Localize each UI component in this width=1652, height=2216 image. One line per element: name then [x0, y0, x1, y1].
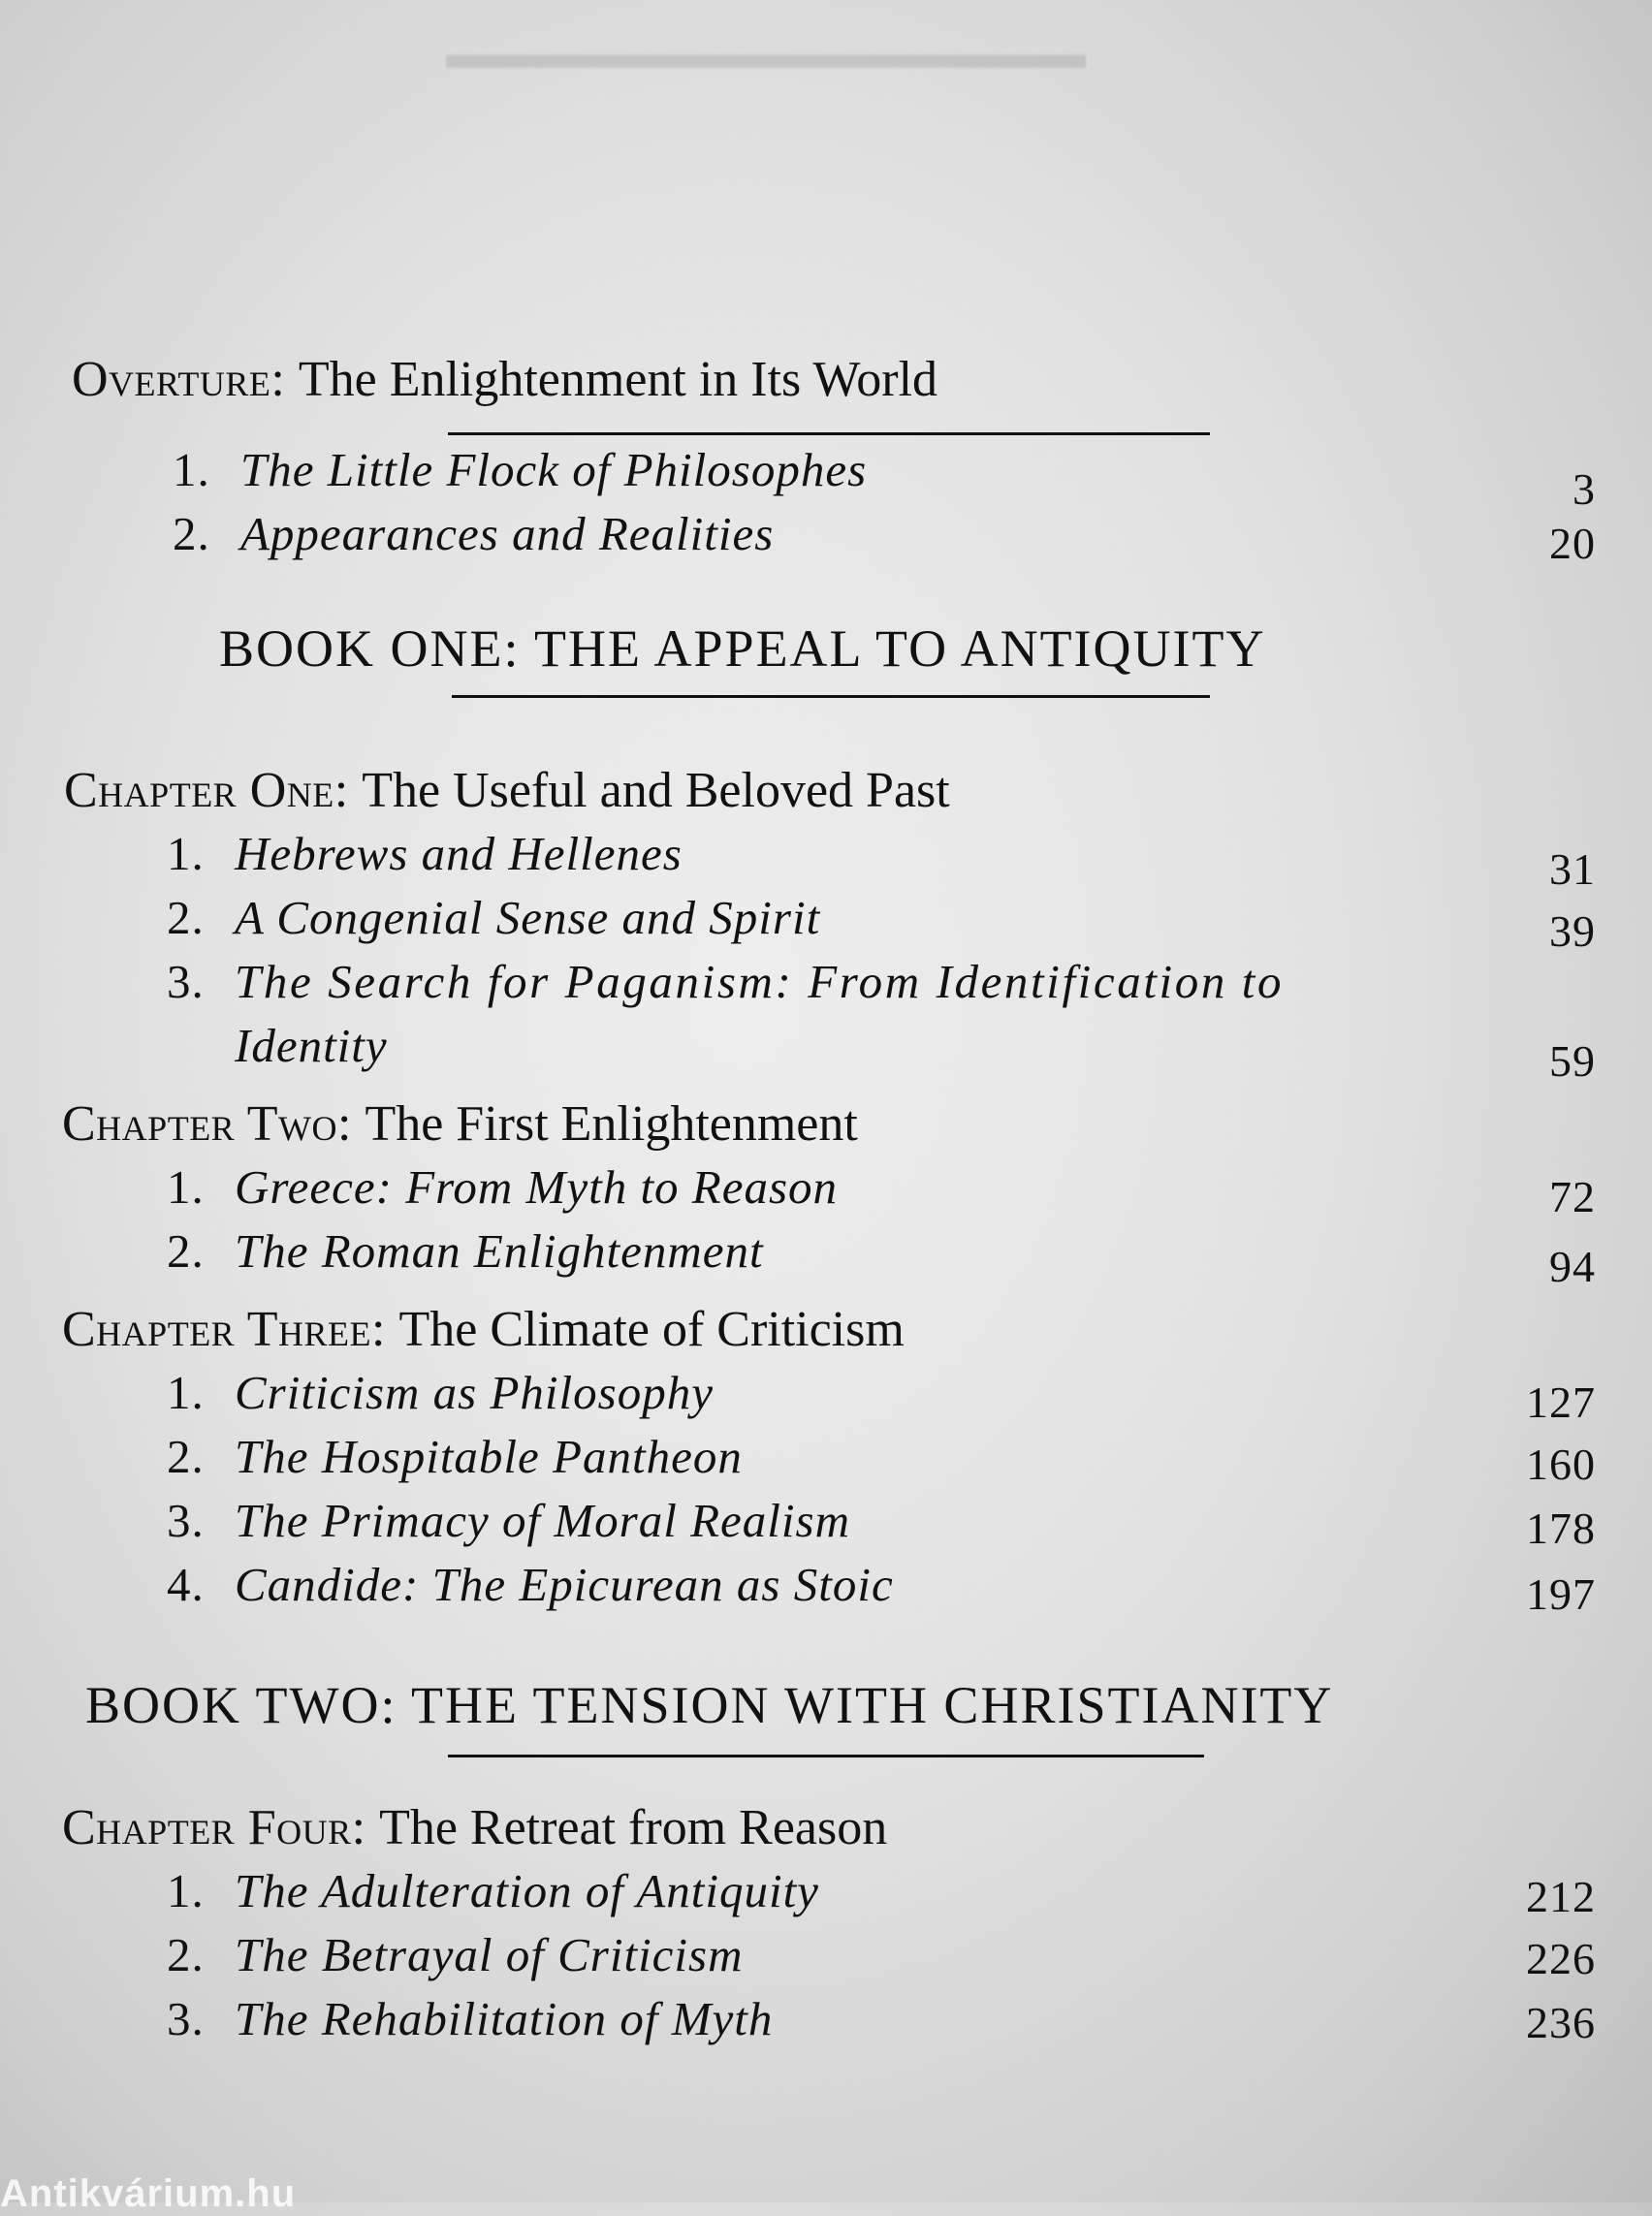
- entry-page: 59: [1549, 1036, 1596, 1086]
- book-one-title: BOOK ONE: THE APPEAL TO ANTIQUITY: [219, 619, 1266, 678]
- entry-title: A Congenial Sense and Spirit: [235, 891, 821, 944]
- chapter-title: The Climate of Criticism: [398, 1302, 905, 1357]
- toc-entry: [167, 1429, 743, 1484]
- entry-page: 212: [1526, 1872, 1596, 1921]
- chapter-heading: Chapter Three: The Climate of Criticism: [62, 1302, 905, 1357]
- entry-number: 4.: [167, 1558, 205, 1611]
- entry-title: The Roman Enlightenment: [235, 1224, 764, 1278]
- chapter-label: Chapter Four: [62, 1800, 352, 1855]
- chapter-title: The Useful and Beloved Past: [362, 763, 950, 818]
- entry-number: 2.: [167, 891, 205, 944]
- overture-label: Overture: [72, 352, 271, 407]
- entry-number: 3.: [167, 955, 205, 1008]
- toc-entry: [167, 826, 683, 881]
- chapter-heading: Chapter Two: The First Enlightenment: [62, 1096, 858, 1152]
- book-two-title: BOOK TWO: THE TENSION WITH CHRISTIANITY: [85, 1676, 1334, 1734]
- entry-page: 39: [1549, 906, 1596, 956]
- entry-title: The Rehabilitation of Myth: [235, 1992, 774, 2045]
- entry-number: 2.: [173, 507, 210, 560]
- chapter-heading: Chapter One: The Useful and Beloved Past: [64, 763, 950, 818]
- toc-entry: [167, 1493, 850, 1548]
- entry-page: 31: [1549, 844, 1596, 894]
- chapter-label: Chapter Three: [62, 1302, 372, 1357]
- entry-number: 1.: [173, 443, 210, 496]
- entry-title: Criticism as Philosophy: [235, 1366, 714, 1419]
- entry-number: 1.: [167, 1160, 205, 1214]
- entry-number: 2.: [167, 1928, 205, 1981]
- entry-title: The Search for Paganism: From Identification to: [235, 955, 1285, 1008]
- entry-title: The Hospitable Pantheon: [235, 1430, 743, 1483]
- entry-title: Candide: The Epicurean as Stoic: [235, 1558, 894, 1611]
- entry-title: The Adulteration of Antiquity: [235, 1864, 819, 1917]
- toc-entry: [167, 954, 1284, 1009]
- entry-page: 127: [1526, 1377, 1596, 1427]
- overture-rule: [448, 432, 1210, 435]
- chapter-label: Chapter One: [64, 763, 334, 818]
- entry-number: 3.: [167, 1992, 205, 2045]
- watermark: Antikvárium.hu: [0, 2172, 297, 2215]
- chapter-title: The First Enlightenment: [365, 1096, 858, 1152]
- toc-entry: [167, 1927, 744, 1982]
- toc-entry: [167, 1991, 773, 2046]
- entry-title: The Little Flock of Philosophes: [240, 443, 868, 496]
- entry-number: 1.: [167, 827, 205, 880]
- entry-title-continued: Identity: [235, 1019, 388, 1072]
- chapter-title: The Retreat from Reason: [379, 1800, 888, 1855]
- toc-entry: [167, 1159, 838, 1215]
- toc-entry: [167, 1223, 764, 1279]
- toc-entry: [173, 506, 774, 561]
- toc-entry: [173, 442, 867, 497]
- entry-page: 178: [1526, 1504, 1596, 1553]
- entry-page: 3: [1573, 464, 1596, 514]
- entry-number: 1.: [167, 1864, 205, 1917]
- toc-entry: [167, 890, 820, 945]
- entry-title: Appearances and Realities: [240, 507, 775, 560]
- entry-number: 2.: [167, 1224, 205, 1278]
- chapter-label: Chapter Two: [62, 1096, 337, 1152]
- overture-title: The Enlightenment in Its World: [298, 352, 938, 407]
- book-one-rule: [452, 695, 1210, 698]
- chapter-heading: Chapter Four: The Retreat from Reason: [62, 1800, 888, 1855]
- entry-page: 160: [1526, 1440, 1596, 1489]
- entry-number: 1.: [167, 1366, 205, 1419]
- entry-title: The Betrayal of Criticism: [235, 1928, 744, 1981]
- show-through-text: ​▬▬▬▬▬▬▬▬▬▬▬▬▬▬▬: [446, 30, 1086, 78]
- entry-page: 226: [1526, 1934, 1596, 1983]
- book-two-rule: [448, 1755, 1204, 1757]
- entry-page: 94: [1549, 1242, 1596, 1291]
- entry-page: 197: [1526, 1569, 1596, 1619]
- entry-page: 236: [1526, 1998, 1596, 2047]
- entry-title: Hebrews and Hellenes: [235, 827, 683, 880]
- entry-page: 20: [1549, 519, 1596, 568]
- entry-page: 72: [1549, 1172, 1596, 1221]
- entry-number: 3.: [167, 1494, 205, 1547]
- entry-title: Greece: From Myth to Reason: [235, 1160, 839, 1214]
- toc-entry: [167, 1365, 714, 1420]
- entry-title: The Primacy of Moral Realism: [235, 1494, 850, 1547]
- toc-entry-continuation: [235, 1018, 388, 1073]
- toc-entry: [167, 1557, 894, 1612]
- toc-entry: [167, 1863, 819, 1918]
- entry-number: 2.: [167, 1430, 205, 1483]
- overture-heading: Overture: The Enlightenment in Its World: [72, 352, 938, 407]
